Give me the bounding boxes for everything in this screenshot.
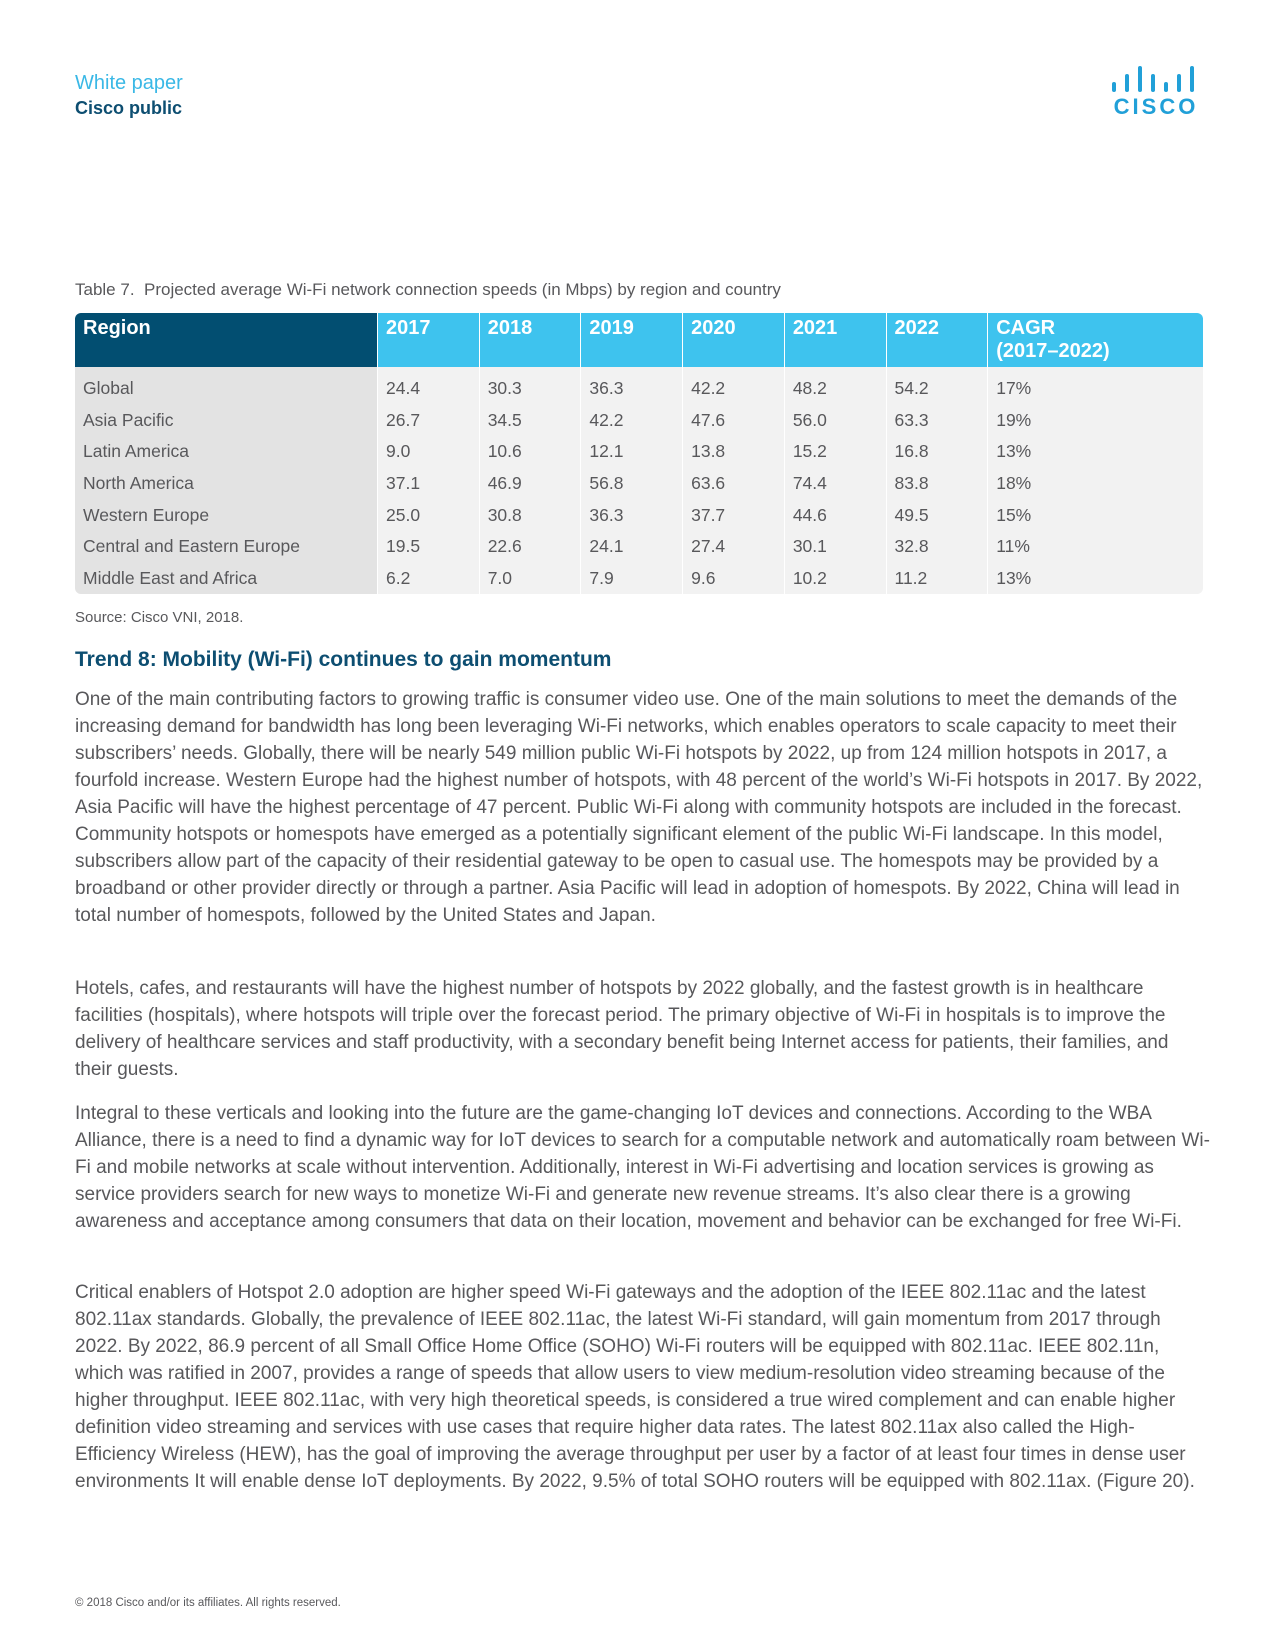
value-cell: 54.2 [886,367,988,405]
column-header: 2018 [479,313,581,367]
table-row [75,499,1203,531]
region-cell: Latin America [75,436,377,468]
value-cell: 12.1 [580,436,682,468]
body-paragraph: Integral to these verticals and looking into the future are the game-changing IoT devices and connections. According to the WBA Alliance, there is a need to find a dynamic way for IoT devices to search for a computable network and automatically roam between Wi-Fi and mobile networks at scale without intervention. Additionally, interest in Wi-Fi advertising and location services is growing as service providers search for new ways to monetize Wi-Fi and generate new revenue streams. It’s also clear there is a growing awareness and acceptance among consumers that data on their location, movement and behavior can be exchanged for free Wi-Fi. [75,1103,1210,1232]
value-cell: 37.1 [377,468,479,500]
value-cell: 36.3 [580,499,682,531]
value-cell: 15.2 [784,436,886,468]
region-cell: North America [75,468,377,500]
region-cell: Asia Pacific [75,405,377,437]
value-cell: 49.5 [886,499,988,531]
column-header: 2020 [682,313,784,367]
value-cell: 11.2 [886,563,988,595]
cisco-bars-icon [1108,64,1204,92]
value-cell: 19% [987,405,1203,437]
body-paragraph: Hotels, cafes, and restaurants will have the highest number of hotspots by 2022 globally, and the fastest growth is in healthcare facilities (hospitals), where hotspots will triple over the forecast period. The primary objective of Wi-Fi in hospitals is to improve the delivery of healthcare services and staff productivity, with a secondary benefit being Internet access for patients, their families, and their guests. [75,978,1169,1080]
classification-label: Cisco public [75,98,183,118]
value-cell: 16.8 [886,436,988,468]
doc-type-label: White paper [75,72,183,94]
value-cell: 11% [987,531,1203,563]
value-cell: 9.0 [377,436,479,468]
value-cell: 18% [987,468,1203,500]
region-cell: Western Europe [75,499,377,531]
table-header-row [75,313,1203,367]
value-cell: 30.1 [784,531,886,563]
value-cell: 56.8 [580,468,682,500]
column-header: 2017 [377,313,479,367]
table-row [75,468,1203,500]
table-row [75,563,1203,595]
table-source: Source: Cisco VNI, 2018. [75,609,244,626]
value-cell: 26.7 [377,405,479,437]
value-cell: 10.2 [784,563,886,595]
value-cell: 24.4 [377,367,479,405]
value-cell: 10.6 [479,436,581,468]
body-paragraph: One of the main contributing factors to growing traffic is consumer video use. One of the main solutions to meet the demands of the increasing demand for bandwidth has long been leveraging Wi-Fi networks, which enables operators to scale capacity to meet their subscribers’ needs. Globally, there will be nearly 549 million public Wi-Fi hotspots by 2022, up from 124 million hotspots in 2017, a fourfold increase. Western Europe had the highest number of hotspots, with 48 percent of the world’s Wi-Fi hotspots in 2017. By 2022, Asia Pacific will have the highest percentage of 47 percent. Public Wi-Fi along with community hotspots are included in the forecast. Community hotspots or homespots have emerged as a potentially significant element of the public Wi-Fi landscape. In this model, subscribers allow part of the capacity of their residential gateway to be open to casual use. The homespots may be provided by a broadband or other provider directly or through a partner. Asia Pacific will lead in adoption of homespots. By 2022, China will lead in total number of homespots, followed by the United States and Japan. [75,689,1203,926]
value-cell: 37.7 [682,499,784,531]
value-cell: 24.1 [580,531,682,563]
table-row [75,531,1203,563]
value-cell: 74.4 [784,468,886,500]
wifi-speed-table [75,313,1203,594]
table-row [75,367,1203,405]
region-cell: Central and Eastern Europe [75,531,377,563]
value-cell: 22.6 [479,531,581,563]
region-cell: Middle East and Africa [75,563,377,595]
column-header: Region [75,313,377,367]
value-cell: 17% [987,367,1203,405]
table-caption-text: Projected average Wi-Fi network connection speeds (in Mbps) by region and country [144,280,781,299]
column-header: 2019 [580,313,682,367]
column-header: 2021 [784,313,886,367]
value-cell: 83.8 [886,468,988,500]
value-cell: 30.8 [479,499,581,531]
value-cell: 36.3 [580,367,682,405]
region-cell: Global [75,367,377,405]
body-paragraph: Critical enablers of Hotspot 2.0 adoption are higher speed Wi-Fi gateways and the adoption of the IEEE 802.11ac and the latest 802.11ax standards. Globally, the prevalence of IEEE 802.11ac, the latest Wi-Fi standard, will gain momentum from 2017 through 2022. By 2022, 86.9 percent of all Small Office Home Office (SOHO) Wi-Fi routers will be equipped with 802.11ac. IEEE 802.11n, which was ratified in 2007, provides a range of speeds that allow users to view medium-resolution video streaming because of the higher throughput. IEEE 802.11ac, with very high theoretical speeds, is considered a true wired complement and can enable higher definition video streaming and services with use cases that require higher data rates. The latest 802.11ax also called the High-Efficiency Wireless (HEW), has the goal of improving the average throughput per user by a factor of at least four times in dense user environments It will enable dense IoT deployments. By 2022, 9.5% of total SOHO routers will be equipped with 802.11ax. (Figure 20). [75,1282,1195,1492]
cagr-label: CAGR [996,317,1056,339]
cagr-period: (2017–2022) [996,340,1110,362]
value-cell: 7.9 [580,563,682,595]
value-cell: 56.0 [784,405,886,437]
value-cell: 44.6 [784,499,886,531]
value-cell: 15% [987,499,1203,531]
cisco-logo-text: CISCO [1113,94,1199,119]
value-cell: 25.0 [377,499,479,531]
value-cell: 48.2 [784,367,886,405]
value-cell: 32.8 [886,531,988,563]
value-cell: 9.6 [682,563,784,595]
value-cell: 34.5 [479,405,581,437]
value-cell: 27.4 [682,531,784,563]
value-cell: 42.2 [682,367,784,405]
value-cell: 63.6 [682,468,784,500]
table-row [75,436,1203,468]
value-cell: 63.3 [886,405,988,437]
value-cell: 19.5 [377,531,479,563]
table-caption-label: Table 7. [75,280,135,299]
page-header [75,70,183,120]
value-cell: 13% [987,563,1203,595]
section-heading: Trend 8: Mobility (Wi-Fi) continues to gain momentum [75,648,612,671]
value-cell: 42.2 [580,405,682,437]
cisco-logo [1108,64,1204,118]
table-row [75,405,1203,437]
value-cell: 7.0 [479,563,581,595]
column-header: 2022 [886,313,988,367]
copyright-footer: © 2018 Cisco and/or its affiliates. All rights reserved. [75,1597,341,1609]
column-header-cagr [987,313,1203,367]
value-cell: 30.3 [479,367,581,405]
value-cell: 46.9 [479,468,581,500]
table-caption [75,280,781,300]
value-cell: 6.2 [377,563,479,595]
value-cell: 13% [987,436,1203,468]
value-cell: 13.8 [682,436,784,468]
value-cell: 47.6 [682,405,784,437]
